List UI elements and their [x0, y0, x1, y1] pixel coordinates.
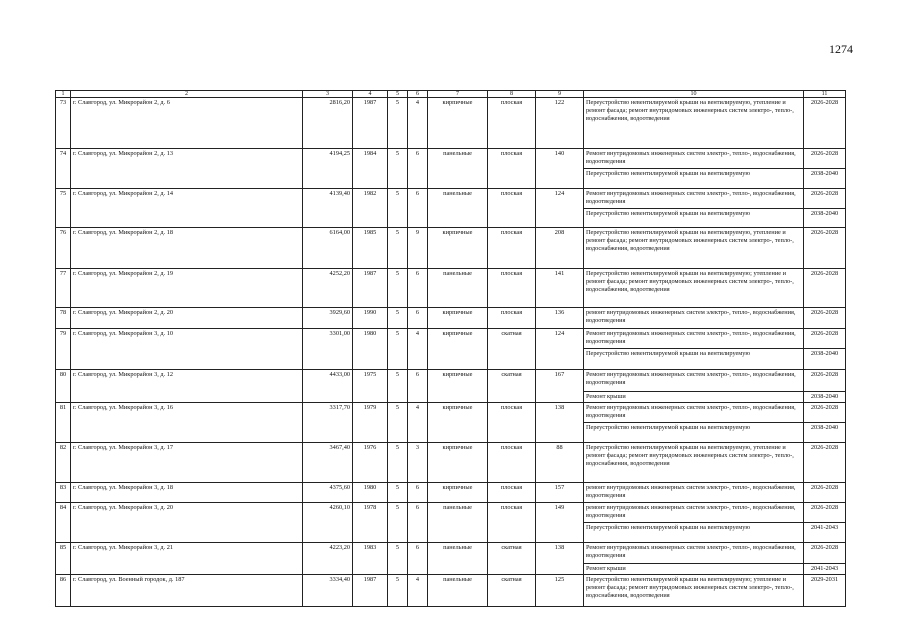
repair-work: Переустройство невентилируемой крыши на вентилируемую — [584, 209, 804, 228]
building-area: 4139,40 — [303, 189, 353, 228]
column-number: 5 — [388, 91, 408, 98]
table-row — [56, 370, 846, 392]
building-area: 4375,60 — [303, 483, 353, 503]
wall-material: панельные — [428, 575, 488, 607]
entrances-count: 9 — [408, 228, 428, 269]
building-address: г. Славгород, ул. Микрорайон 3, д. 16 — [71, 403, 303, 443]
roof-type: скатная — [488, 543, 536, 575]
build-year: 1983 — [353, 543, 388, 575]
repair-period: 2026-2028 — [804, 329, 846, 349]
building-area: 3301,00 — [303, 329, 353, 370]
apartments-count: 149 — [536, 503, 584, 543]
row-number: 85 — [56, 543, 71, 575]
repair-period: 2026-2028 — [804, 403, 846, 423]
repair-period: 2038-2040 — [804, 169, 846, 189]
repair-work: Ремонт крыши — [584, 564, 804, 575]
repair-period: 2026-2028 — [804, 443, 846, 483]
wall-material: панельные — [428, 269, 488, 308]
roof-type: скатная — [488, 370, 536, 403]
row-number: 76 — [56, 228, 71, 269]
building-address: г. Славгород, ул. Микрорайон 2, д. 18 — [71, 228, 303, 269]
build-year: 1987 — [353, 269, 388, 308]
table-row — [56, 403, 846, 423]
row-number: 81 — [56, 403, 71, 443]
wall-material: кирпичные — [428, 98, 488, 149]
entrances-count: 4 — [408, 403, 428, 443]
wall-material: панельные — [428, 503, 488, 543]
repair-work: Переустройство невентилируемой крыши на вентилируемую; утепление и ремонт фасада; ремонт внутридомовых инженерных систем электро-, тепло-, водоснабжения, водоотведения — [584, 575, 804, 607]
floors-count: 5 — [388, 269, 408, 308]
apartments-count: 122 — [536, 98, 584, 149]
repair-work: Ремонт внутридомовых инженерных систем электро-, тепло-, водоснабжения, водоотведения — [584, 329, 804, 349]
repair-period: 2026-2028 — [804, 98, 846, 149]
table-row — [56, 543, 846, 564]
apartments-count: 138 — [536, 403, 584, 443]
repair-period: 2041-2043 — [804, 564, 846, 575]
wall-material: панельные — [428, 543, 488, 575]
floors-count: 5 — [388, 149, 408, 189]
row-number: 86 — [56, 575, 71, 607]
build-year: 1978 — [353, 503, 388, 543]
table-row — [56, 329, 846, 349]
repair-work: Ремонт внутридомовых инженерных систем электро-, тепло-, водоснабжения, водоотведения — [584, 543, 804, 564]
build-year: 1987 — [353, 98, 388, 149]
row-number: 73 — [56, 98, 71, 149]
repair-period: 2029-2031 — [804, 575, 846, 607]
wall-material: кирпичные — [428, 228, 488, 269]
table-row — [56, 483, 846, 503]
row-number: 74 — [56, 149, 71, 189]
row-number: 82 — [56, 443, 71, 483]
table-row — [56, 308, 846, 329]
wall-material: кирпичные — [428, 483, 488, 503]
build-year: 1980 — [353, 483, 388, 503]
floors-count: 5 — [388, 370, 408, 403]
building-area: 3929,60 — [303, 308, 353, 329]
floors-count: 5 — [388, 443, 408, 483]
repair-period: 2026-2028 — [804, 370, 846, 392]
repair-period: 2038-2040 — [804, 349, 846, 370]
floors-count: 5 — [388, 308, 408, 329]
roof-type: скатная — [488, 575, 536, 607]
floors-count: 5 — [388, 329, 408, 370]
entrances-count: 3 — [408, 443, 428, 483]
repair-work: Переустройство невентилируемой крыши на вентилируемую; утепление и ремонт фасада; ремонт внутридомовых инженерных систем электро-, тепло-, водоснабжения, водоотведения — [584, 269, 804, 308]
floors-count: 5 — [388, 575, 408, 607]
repair-period: 2038-2040 — [804, 392, 846, 403]
wall-material: кирпичные — [428, 308, 488, 329]
wall-material: кирпичные — [428, 329, 488, 370]
column-number: 7 — [428, 91, 488, 98]
column-number: 2 — [71, 91, 303, 98]
repair-work: Переустройство невентилируемой крыши на вентилируемую — [584, 423, 804, 443]
row-number: 80 — [56, 370, 71, 403]
wall-material: кирпичные — [428, 370, 488, 403]
building-address: г. Славгород, ул. Микрорайон 2, д. 6 — [71, 98, 303, 149]
entrances-count: 6 — [408, 189, 428, 228]
column-number: 4 — [353, 91, 388, 98]
repair-work: Переустройство невентилируемой крыши на вентилируемую, утепление и ремонт фасада; ремонт внутридомовых инженерных систем электро-, тепло-, водоснабжения, водоотведения — [584, 98, 804, 149]
row-number: 79 — [56, 329, 71, 370]
table-row — [56, 443, 846, 483]
build-year: 1990 — [353, 308, 388, 329]
building-area: 4223,20 — [303, 543, 353, 575]
building-register-table — [55, 90, 846, 607]
building-address: г. Славгород, ул. Микрорайон 3, д. 17 — [71, 443, 303, 483]
repair-period: 2026-2028 — [804, 269, 846, 308]
building-address: г. Славгород, ул. Микрорайон 3, д. 21 — [71, 543, 303, 575]
repair-work: ремонт внутридомовых инженерных систем электро-, тепло-, водоснабжения, водоотведения — [584, 483, 804, 503]
apartments-count: 140 — [536, 149, 584, 189]
entrances-count: 6 — [408, 308, 428, 329]
column-number: 3 — [303, 91, 353, 98]
roof-type: плоская — [488, 228, 536, 269]
entrances-count: 6 — [408, 149, 428, 189]
repair-work: Ремонт крыши — [584, 392, 804, 403]
building-area: 4194,25 — [303, 149, 353, 189]
build-year: 1980 — [353, 329, 388, 370]
apartments-count: 125 — [536, 575, 584, 607]
build-year: 1975 — [353, 370, 388, 403]
roof-type: плоская — [488, 269, 536, 308]
build-year: 1987 — [353, 575, 388, 607]
repair-period: 2026-2028 — [804, 543, 846, 564]
apartments-count: 136 — [536, 308, 584, 329]
repair-work: Переустройство невентилируемой крыши на вентилируемую — [584, 349, 804, 370]
repair-period: 2026-2028 — [804, 503, 846, 523]
entrances-count: 6 — [408, 543, 428, 575]
row-number: 84 — [56, 503, 71, 543]
build-year: 1985 — [353, 228, 388, 269]
building-area: 3334,40 — [303, 575, 353, 607]
building-address: г. Славгород, ул. Микрорайон 3, д. 20 — [71, 503, 303, 543]
entrances-count: 6 — [408, 370, 428, 403]
build-year: 1982 — [353, 189, 388, 228]
table-row — [56, 149, 846, 169]
column-number: 11 — [804, 91, 846, 98]
building-area: 3467,40 — [303, 443, 353, 483]
wall-material: кирпичные — [428, 403, 488, 443]
building-address: г. Славгород, ул. Микрорайон 3, д. 18 — [71, 483, 303, 503]
apartments-count: 88 — [536, 443, 584, 483]
repair-period: 2038-2040 — [804, 423, 846, 443]
roof-type: плоская — [488, 403, 536, 443]
build-year: 1979 — [353, 403, 388, 443]
entrances-count: 6 — [408, 503, 428, 543]
floors-count: 5 — [388, 403, 408, 443]
column-number: 9 — [536, 91, 584, 98]
row-number: 78 — [56, 308, 71, 329]
repair-work: Переустройство невентилируемой крыши на вентилируемую — [584, 169, 804, 189]
repair-work: Ремонт внутридомовых инженерных систем электро-, тепло-, водоснабжения, водоотведения — [584, 370, 804, 392]
apartments-count: 141 — [536, 269, 584, 308]
building-area: 4433,00 — [303, 370, 353, 403]
roof-type: плоская — [488, 483, 536, 503]
build-year: 1984 — [353, 149, 388, 189]
repair-period: 2041-2043 — [804, 523, 846, 543]
building-address: г. Славгород, ул. Военный городок, д. 187 — [71, 575, 303, 607]
apartments-count: 157 — [536, 483, 584, 503]
repair-work: ремонт внутридомовых инженерных систем электро-, тепло-, водоснабжения, водоотведения — [584, 308, 804, 329]
entrances-count: 6 — [408, 269, 428, 308]
table-row — [56, 189, 846, 209]
building-address: г. Славгород, ул. Микрорайон 2, д. 13 — [71, 149, 303, 189]
table-row — [56, 503, 846, 523]
entrances-count: 4 — [408, 329, 428, 370]
repair-work: Переустройство невентилируемой крыши на вентилируемую, утепление и ремонт фасада; ремонт внутридомовых инженерных систем электро-, тепло-, водоснабжения, водоотведения — [584, 443, 804, 483]
row-number: 77 — [56, 269, 71, 308]
repair-period: 2026-2028 — [804, 308, 846, 329]
roof-type: плоская — [488, 308, 536, 329]
building-area: 4252,20 — [303, 269, 353, 308]
building-address: г. Славгород, ул. Микрорайон 2, д. 19 — [71, 269, 303, 308]
column-number-row — [56, 91, 846, 98]
roof-type: плоская — [488, 443, 536, 483]
building-area: 2816,20 — [303, 98, 353, 149]
repair-period: 2038-2040 — [804, 209, 846, 228]
table-row — [56, 575, 846, 607]
repair-work: Ремонт внутридомовых инженерных систем электро-, тепло-, водоснабжения, водоотведения — [584, 149, 804, 169]
wall-material: панельные — [428, 189, 488, 228]
apartments-count: 138 — [536, 543, 584, 575]
floors-count: 5 — [388, 98, 408, 149]
page-number: 1274 — [829, 42, 853, 56]
row-number: 75 — [56, 189, 71, 228]
roof-type: плоская — [488, 149, 536, 189]
floors-count: 5 — [388, 228, 408, 269]
entrances-count: 4 — [408, 575, 428, 607]
column-number: 10 — [584, 91, 804, 98]
column-number: 1 — [56, 91, 71, 98]
repair-period: 2026-2028 — [804, 228, 846, 269]
repair-work: Ремонт внутридомовых инженерных систем электро-, тепло-, водоснабжения, водоотведения — [584, 403, 804, 423]
building-area: 6164,00 — [303, 228, 353, 269]
apartments-count: 124 — [536, 329, 584, 370]
roof-type: плоская — [488, 189, 536, 228]
table-row — [56, 269, 846, 308]
roof-type: плоская — [488, 98, 536, 149]
repair-work: Переустройство невентилируемой крыши на вентилируемую — [584, 523, 804, 543]
building-address: г. Славгород, ул. Микрорайон 3, д. 10 — [71, 329, 303, 370]
building-address: г. Славгород, ул. Микрорайон 2, д. 20 — [71, 308, 303, 329]
column-number: 8 — [488, 91, 536, 98]
repair-work: Ремонт внутридомовых инженерных систем электро-, тепло-, водоснабжения, водоотведения — [584, 189, 804, 209]
repair-work: Переустройство невентилируемой крыши на вентилируемую, утепление и ремонт фасада; ремонт внутридомовых инженерных систем электро-, тепло-, водоснабжения, водоотведения — [584, 228, 804, 269]
building-address: г. Славгород, ул. Микрорайон 3, д. 12 — [71, 370, 303, 403]
floors-count: 5 — [388, 483, 408, 503]
repair-period: 2026-2028 — [804, 149, 846, 169]
apartments-count: 167 — [536, 370, 584, 403]
entrances-count: 4 — [408, 98, 428, 149]
table-row — [56, 228, 846, 269]
table-row — [56, 98, 846, 149]
roof-type: скатная — [488, 329, 536, 370]
column-number: 6 — [408, 91, 428, 98]
build-year: 1976 — [353, 443, 388, 483]
repair-work: ремонт внутридомовых инженерных систем электро-, тепло-, водоснабжения, водоотведения — [584, 503, 804, 523]
building-area: 4260,10 — [303, 503, 353, 543]
building-address: г. Славгород, ул. Микрорайон 2, д. 14 — [71, 189, 303, 228]
wall-material: панельные — [428, 149, 488, 189]
floors-count: 5 — [388, 543, 408, 575]
wall-material: кирпичные — [428, 443, 488, 483]
repair-period: 2026-2028 — [804, 189, 846, 209]
entrances-count: 6 — [408, 483, 428, 503]
apartments-count: 124 — [536, 189, 584, 228]
building-area: 3317,70 — [303, 403, 353, 443]
repair-period: 2026-2028 — [804, 483, 846, 503]
floors-count: 5 — [388, 503, 408, 543]
roof-type: плоская — [488, 503, 536, 543]
floors-count: 5 — [388, 189, 408, 228]
row-number: 83 — [56, 483, 71, 503]
apartments-count: 208 — [536, 228, 584, 269]
